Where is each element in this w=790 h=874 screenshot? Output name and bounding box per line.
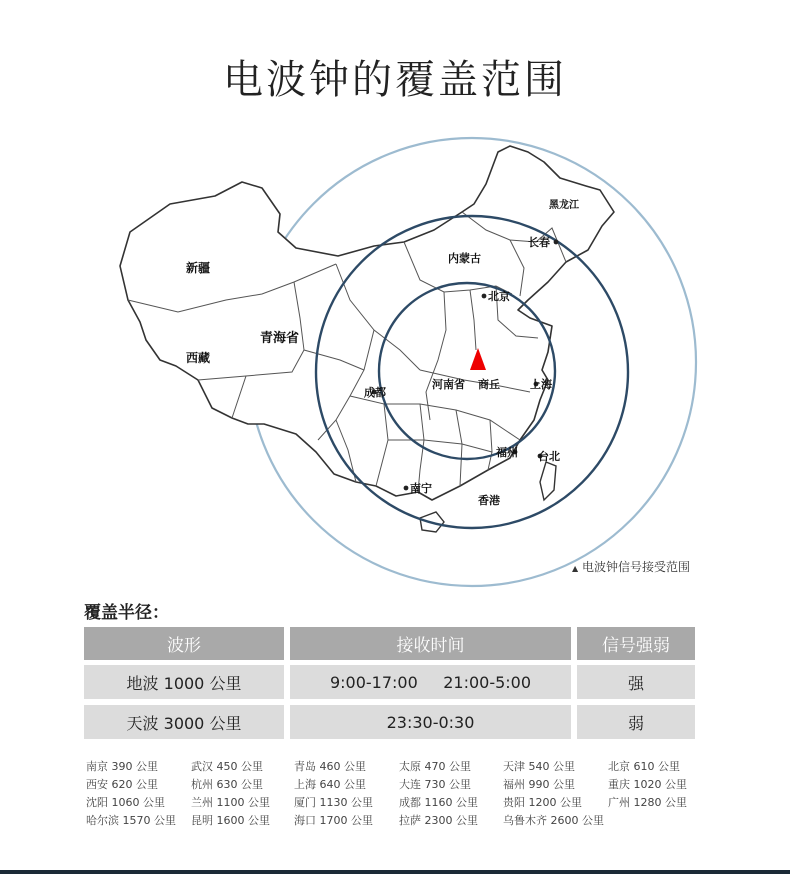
map-caption-text: 电波钟信号接受范围	[581, 560, 690, 574]
label-xianggang: 香港	[478, 494, 500, 507]
city-distance: 南京 390 公里	[86, 760, 158, 773]
city-distance: 拉萨 2300 公里	[399, 814, 478, 827]
city-distance: 海口 1700 公里	[294, 814, 373, 827]
label-xizang: 西藏	[186, 351, 211, 365]
row-skywave-strength: 弱	[577, 705, 695, 739]
row-groundwave-wave: 地波 1000 公里	[84, 665, 284, 699]
label-xinjiang: 新疆	[186, 261, 211, 275]
city-distance: 厦门 1130 公里	[294, 796, 373, 809]
city-distance: 贵阳 1200 公里	[503, 796, 582, 809]
row-skywave-wave: 天波 3000 公里	[84, 705, 284, 739]
label-taibei: 台北	[538, 450, 560, 463]
label-henan: 河南省	[432, 378, 465, 391]
header-wave: 波形	[84, 627, 284, 660]
header-time: 接收时间	[290, 627, 571, 660]
row-skywave-time: 23:30-0:30	[290, 705, 571, 739]
city-distance: 福州 990 公里	[503, 778, 575, 791]
city-distance: 兰州 1100 公里	[191, 796, 270, 809]
row-groundwave-strength: 强	[577, 665, 695, 699]
city-distance: 大连 730 公里	[399, 778, 471, 791]
label-shanghai: 上海	[530, 378, 552, 391]
triangle-icon: ▲	[572, 564, 579, 573]
city-distance: 青岛 460 公里	[294, 760, 366, 773]
header-strength: 信号强弱	[577, 627, 695, 660]
coverage-map	[0, 120, 790, 590]
label-qinghai: 青海省	[260, 331, 300, 346]
label-fuzhou: 福州	[496, 446, 518, 459]
label-chengdu: 成都	[364, 386, 386, 399]
label-beijing: 北京	[488, 290, 510, 303]
city-distance: 昆明 1600 公里	[191, 814, 270, 827]
page-title: 电波钟的覆盖范围	[223, 57, 567, 103]
city-distance: 重庆 1020 公里	[608, 778, 687, 791]
city-distance: 杭州 630 公里	[191, 778, 263, 791]
city-distance: 成都 1160 公里	[399, 796, 478, 809]
row-groundwave-time: 9:00-17:00 21:00-5:00	[290, 665, 571, 699]
coverage-title: 覆盖半径：	[84, 603, 169, 623]
city-distance: 广州 1280 公里	[608, 796, 687, 809]
city-distance: 太原 470 公里	[399, 760, 471, 773]
taiwan-island	[540, 462, 556, 500]
city-distance: 哈尔滨 1570 公里	[86, 814, 176, 827]
label-nanning: 南宁	[410, 482, 432, 495]
map-caption	[572, 558, 690, 575]
city-distance: 乌鲁木齐 2600 公里	[503, 814, 604, 827]
city-distance: 西安 620 公里	[86, 778, 158, 791]
bottom-bar	[0, 870, 790, 874]
label-shangqiu: 商丘	[478, 378, 500, 391]
label-changchun: 长春	[528, 236, 550, 249]
city-distance: 沈阳 1060 公里	[86, 796, 165, 809]
label-neimenggu: 内蒙古	[448, 252, 481, 265]
city-distance: 天津 540 公里	[503, 760, 575, 773]
city-distance: 北京 610 公里	[608, 760, 680, 773]
label-heilongjiang: 黑龙江	[549, 200, 579, 211]
city-distance: 上海 640 公里	[294, 778, 366, 791]
city-distance: 武汉 450 公里	[191, 760, 263, 773]
